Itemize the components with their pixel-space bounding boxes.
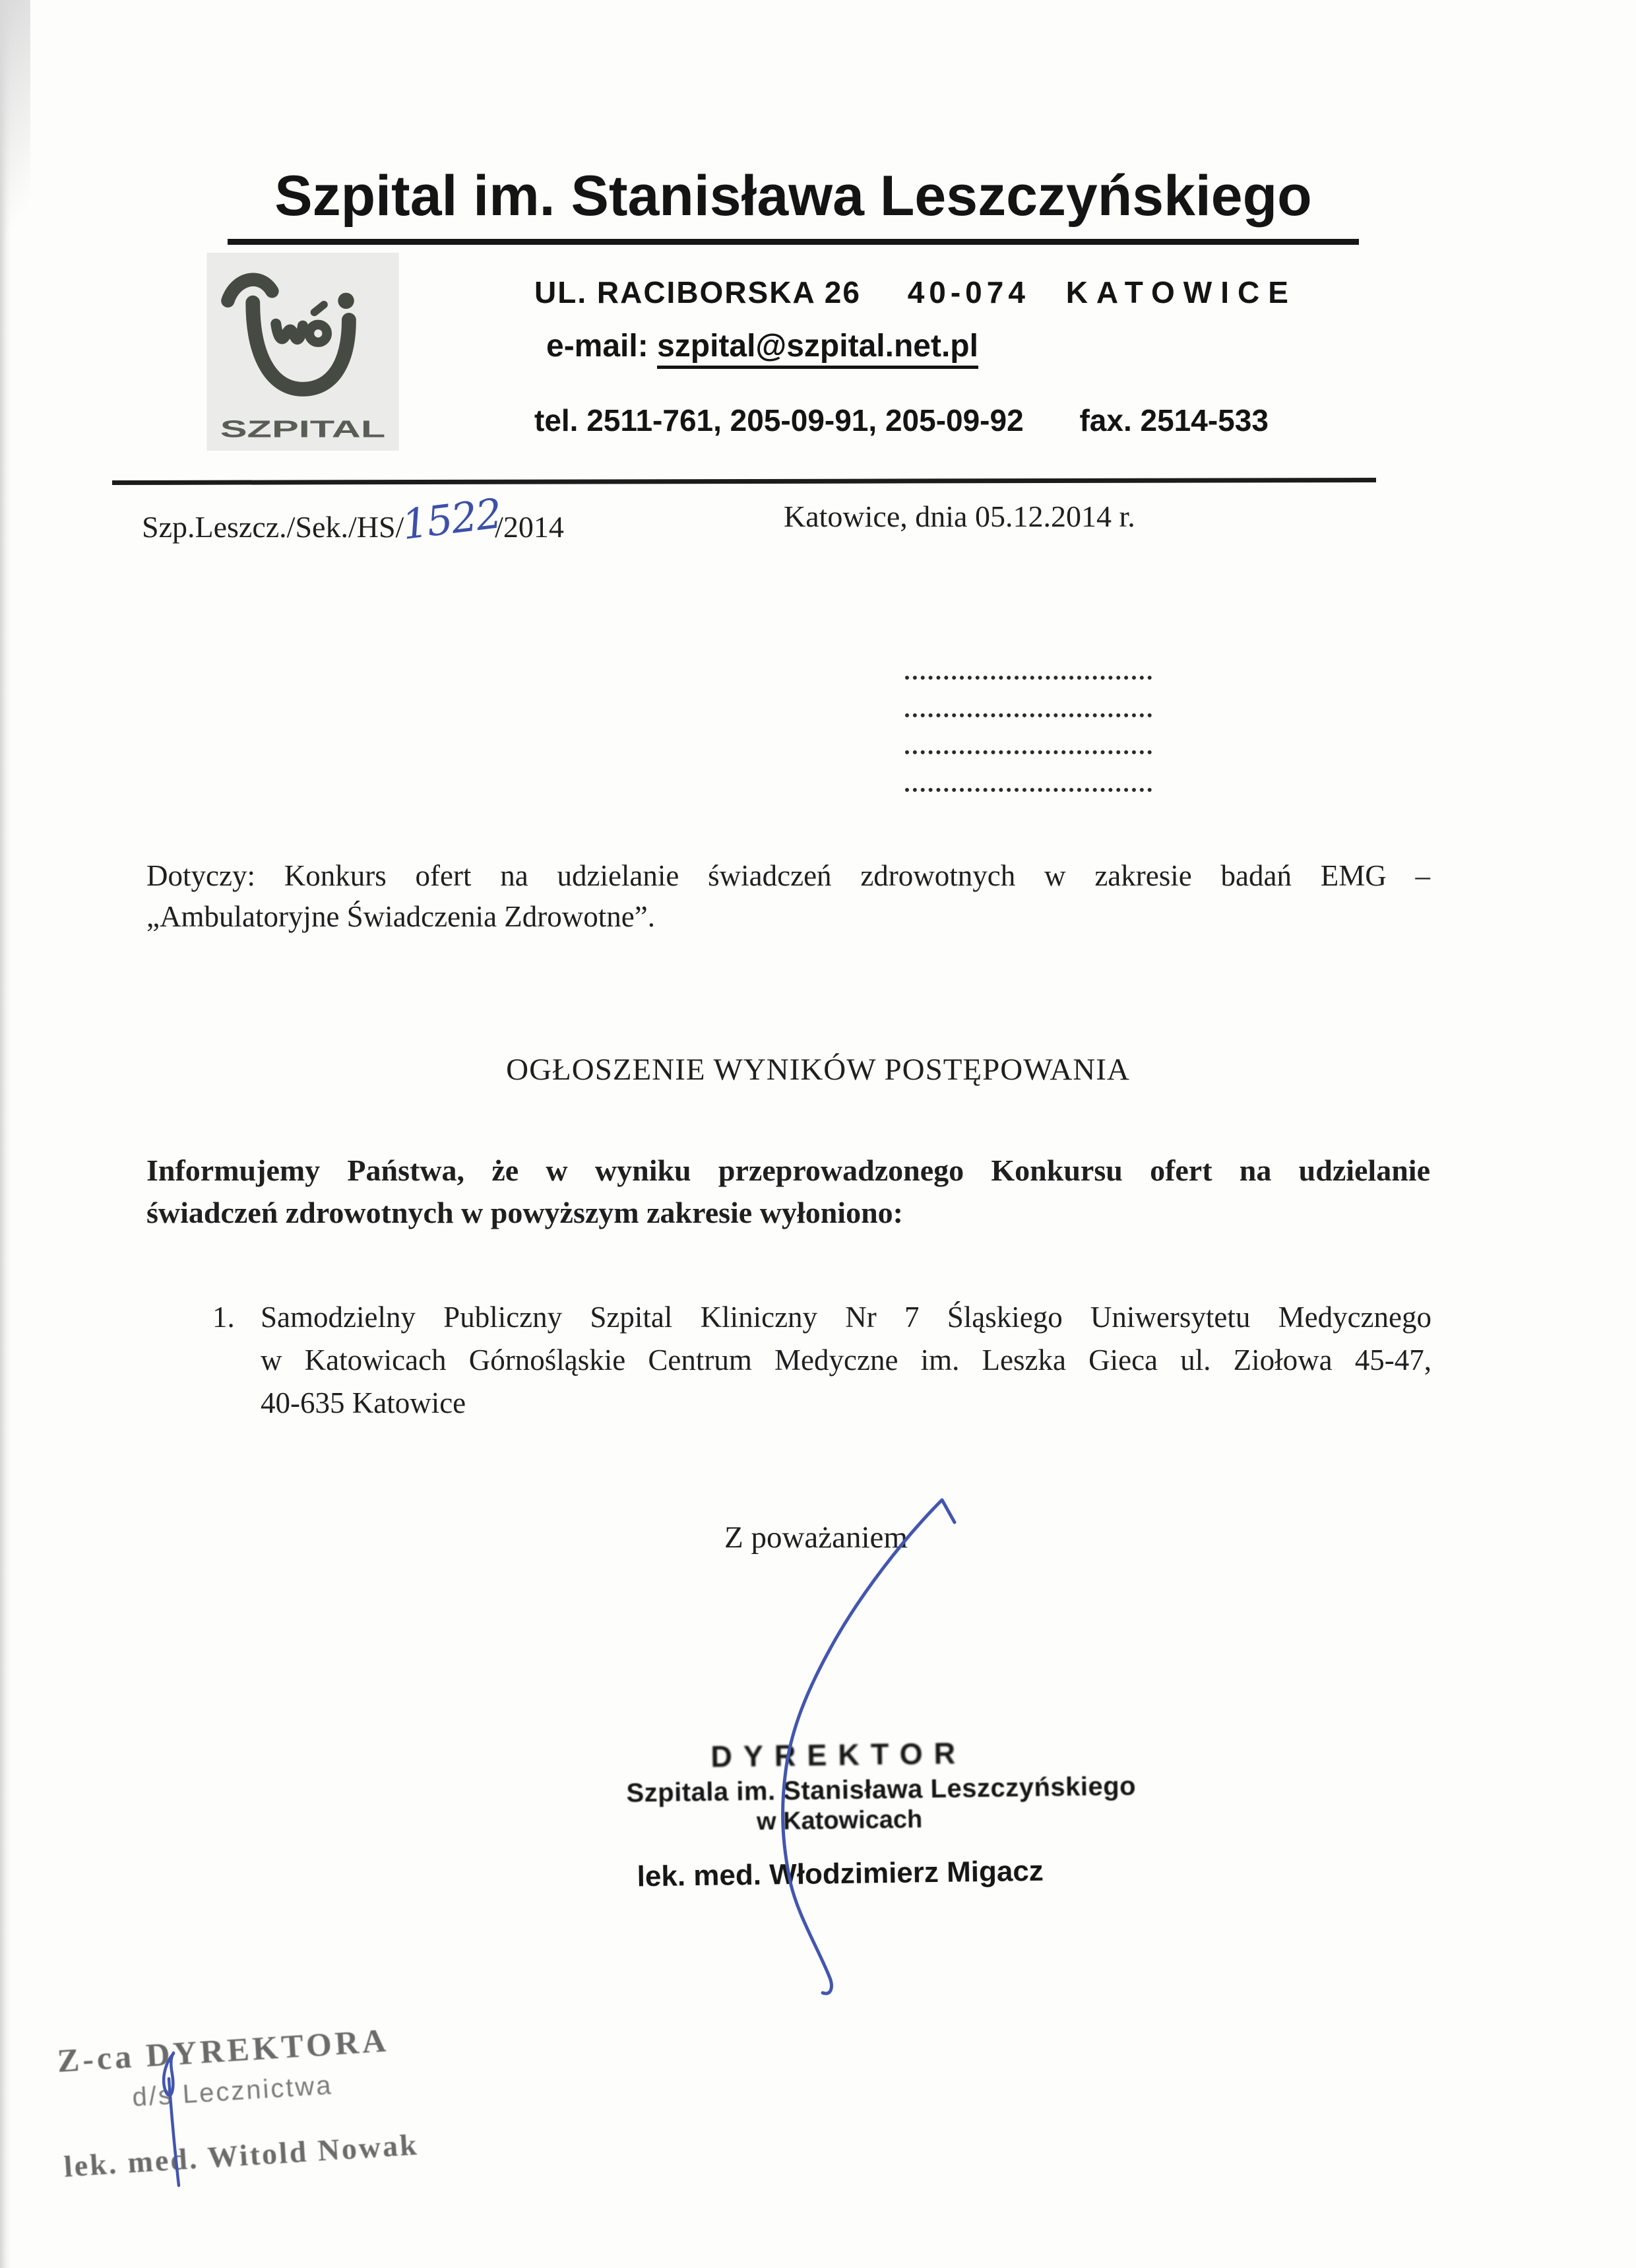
handwritten-reference-number: 1522 <box>399 489 504 549</box>
director-stamp-title: DYREKTOR <box>710 1736 967 1774</box>
deputy-stamp-name: lek. med. Witold Nowak <box>63 2127 420 2184</box>
list-item-text <box>261 1296 1432 1425</box>
announcement-line-1: Informujemy Państwa, że w wyniku przeprowadzonego Konkursu ofert na udzielanie <box>146 1153 1430 1187</box>
subject-line-2: „Ambulatoryjne Świadczenia Zdrowotne”. <box>146 900 655 933</box>
address-city: KATOWICE <box>1065 275 1297 309</box>
place-and-date: Katowice, dnia 05.12.2014 r. <box>784 500 1135 533</box>
reference-number-line <box>142 489 564 549</box>
hospital-title: Szpital im. Stanisława Leszczyńskiego <box>274 164 1312 228</box>
director-stamp <box>625 1735 1137 1894</box>
deputy-stamp-title: Z-ca DYREKTORA <box>56 2021 391 2079</box>
winner-line-2: w Katowicach Górnośląskie Centrum Medyczne im. Leszka Gieca ul. Ziołowa 45-47, <box>261 1344 1432 1377</box>
subject-paragraph <box>146 855 1430 937</box>
telephone-numbers: tel. 2511-761, 205-09-91, 205-09-92 <box>534 403 1024 437</box>
dotted-line <box>905 750 1152 754</box>
address-street: UL. RACIBORSKA 26 <box>534 275 861 309</box>
reference-prefix: Szp.Leszcz./Sek./HS/ <box>142 510 404 544</box>
scan-corner-artifact <box>0 0 30 284</box>
dotted-line <box>905 676 1152 680</box>
subject-line-1: Dotyczy: Konkurs ofert na udzielanie świadczeń zdrowotnych w zakresie badań EMG – <box>146 859 1430 892</box>
closing-salutation: Z poważaniem <box>724 1520 908 1555</box>
email-label: e-mail: <box>546 329 648 364</box>
email-line <box>546 328 978 364</box>
winner-line-3: 40-635 Katowice <box>261 1386 466 1419</box>
dotted-line <box>905 713 1152 717</box>
phone-line <box>534 403 1269 438</box>
deputy-stamp-role: d/s Lecznictwa <box>131 2070 334 2112</box>
reference-suffix: /2014 <box>495 510 564 544</box>
fax-number: fax. 2514-533 <box>1079 403 1269 437</box>
email-address: szpital@szpital.net.pl <box>657 329 978 369</box>
director-stamp-name: lek. med. Włodzimierz Migacz <box>637 1854 1044 1893</box>
results-heading: OGŁOSZENIE WYNIKÓW POSTĘPOWANIA <box>506 1053 1130 1087</box>
title-underline <box>228 239 1359 245</box>
dotted-line <box>905 788 1152 792</box>
address-line <box>534 275 1297 310</box>
list-item-number: 1. <box>212 1301 235 1334</box>
header-divider <box>112 478 1376 485</box>
director-stamp-city: w Katowicach <box>756 1805 923 1836</box>
hospital-logo <box>206 253 399 451</box>
announcement-paragraph <box>146 1150 1430 1234</box>
logo-caption: SZPITAL <box>220 415 386 443</box>
winner-line-1: Samodzielny Publiczny Szpital Kliniczny Nr 7 Śląskiego Uniwersytetu Medycznego <box>261 1301 1432 1334</box>
address-postal-code: 40-074 <box>907 275 1030 309</box>
director-stamp-hospital: Szpitala im. Stanisława Leszczyńskiego <box>626 1771 1137 1808</box>
announcement-line-2: świadczeń zdrowotnych w powyższym zakresie wyłoniono: <box>146 1196 903 1229</box>
scan-edge-artifact <box>0 0 11 2268</box>
deputy-director-stamp <box>56 2019 433 2184</box>
twoj-szpital-logo-icon <box>206 253 399 451</box>
winner-list-item <box>212 1296 1432 1425</box>
